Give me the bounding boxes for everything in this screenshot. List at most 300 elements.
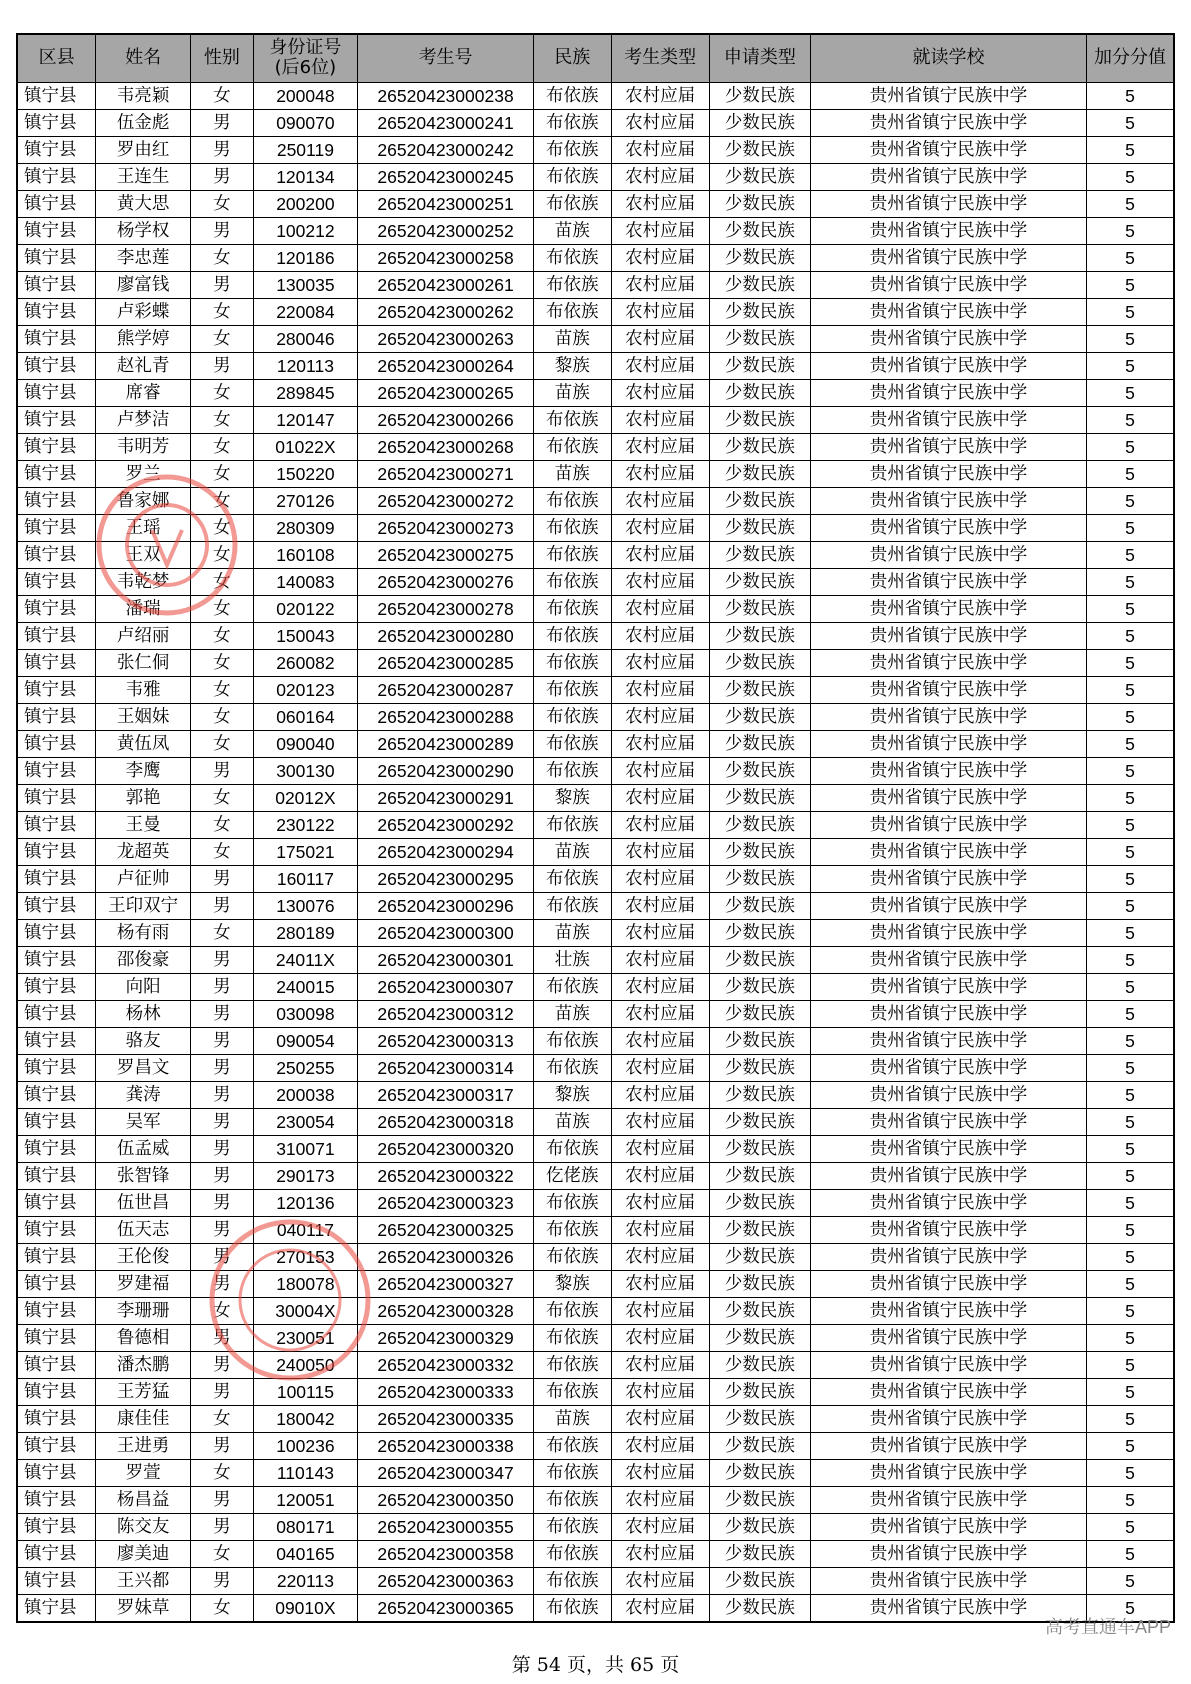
cell-bonus-points: 5 <box>1087 1405 1174 1432</box>
cell-district: 镇宁县 <box>17 676 96 703</box>
table-header-row <box>17 34 1174 82</box>
cell-candidate-type: 农村应届 <box>611 649 709 676</box>
cell-name: 吴军 <box>96 1108 191 1135</box>
cell-school: 贵州省镇宁民族中学 <box>811 298 1087 325</box>
cell-district: 镇宁县 <box>17 1054 96 1081</box>
cell-application-type: 少数民族 <box>709 1216 810 1243</box>
cell-exam-number: 26520423000261 <box>358 271 534 298</box>
col-header-name: 姓名 <box>96 34 191 82</box>
cell-gender: 女 <box>191 82 254 109</box>
cell-bonus-points: 5 <box>1087 676 1174 703</box>
cell-candidate-type: 农村应届 <box>611 1108 709 1135</box>
cell-candidate-type: 农村应届 <box>611 1540 709 1567</box>
cell-bonus-points: 5 <box>1087 784 1174 811</box>
cell-exam-number: 26520423000312 <box>358 1000 534 1027</box>
cell-id-suffix: 310071 <box>253 1135 358 1162</box>
cell-ethnicity: 布依族 <box>533 298 611 325</box>
cell-ethnicity: 苗族 <box>533 1405 611 1432</box>
cell-name: 龙超英 <box>96 838 191 865</box>
cell-school: 贵州省镇宁民族中学 <box>811 406 1087 433</box>
cell-ethnicity: 布依族 <box>533 973 611 1000</box>
cell-gender: 女 <box>191 784 254 811</box>
col-header-application-type: 申请类型 <box>709 34 810 82</box>
cell-gender: 男 <box>191 1351 254 1378</box>
cell-school: 贵州省镇宁民族中学 <box>811 892 1087 919</box>
cell-bonus-points: 5 <box>1087 1189 1174 1216</box>
cell-name: 王瑶 <box>96 514 191 541</box>
cell-bonus-points: 5 <box>1087 163 1174 190</box>
cell-ethnicity: 布依族 <box>533 109 611 136</box>
col-header-exam-number: 考生号 <box>358 34 534 82</box>
cell-bonus-points: 5 <box>1087 865 1174 892</box>
cell-candidate-type: 农村应届 <box>611 352 709 379</box>
cell-ethnicity: 布依族 <box>533 622 611 649</box>
cell-district: 镇宁县 <box>17 1135 96 1162</box>
cell-bonus-points: 5 <box>1087 82 1174 109</box>
cell-bonus-points: 5 <box>1087 1459 1174 1486</box>
cell-name: 鲁家娜 <box>96 487 191 514</box>
cell-application-type: 少数民族 <box>709 1000 810 1027</box>
cell-district: 镇宁县 <box>17 217 96 244</box>
cell-id-suffix: 130035 <box>253 271 358 298</box>
cell-school: 贵州省镇宁民族中学 <box>811 919 1087 946</box>
cell-exam-number: 26520423000264 <box>358 352 534 379</box>
cell-id-suffix: 289845 <box>253 379 358 406</box>
cell-ethnicity: 苗族 <box>533 217 611 244</box>
cell-bonus-points: 5 <box>1087 433 1174 460</box>
cell-name: 李鹰 <box>96 757 191 784</box>
cell-application-type: 少数民族 <box>709 946 810 973</box>
cell-district: 镇宁县 <box>17 1351 96 1378</box>
cell-candidate-type: 农村应届 <box>611 757 709 784</box>
cell-school: 贵州省镇宁民族中学 <box>811 568 1087 595</box>
cell-school: 贵州省镇宁民族中学 <box>811 1216 1087 1243</box>
cell-application-type: 少数民族 <box>709 1351 810 1378</box>
cell-bonus-points: 5 <box>1087 973 1174 1000</box>
col-header-gender: 性别 <box>191 34 254 82</box>
cell-bonus-points: 5 <box>1087 1270 1174 1297</box>
cell-application-type: 少数民族 <box>709 1459 810 1486</box>
cell-school: 贵州省镇宁民族中学 <box>811 1243 1087 1270</box>
cell-district: 镇宁县 <box>17 703 96 730</box>
cell-district: 镇宁县 <box>17 460 96 487</box>
cell-candidate-type: 农村应届 <box>611 1135 709 1162</box>
cell-gender: 女 <box>191 1405 254 1432</box>
cell-school: 贵州省镇宁民族中学 <box>811 1594 1087 1622</box>
cell-exam-number: 26520423000287 <box>358 676 534 703</box>
cell-candidate-type: 农村应届 <box>611 1054 709 1081</box>
cell-candidate-type: 农村应届 <box>611 1324 709 1351</box>
cell-name: 龚涛 <box>96 1081 191 1108</box>
cell-school: 贵州省镇宁民族中学 <box>811 1270 1087 1297</box>
table-row <box>17 703 1174 730</box>
cell-exam-number: 26520423000289 <box>358 730 534 757</box>
cell-candidate-type: 农村应届 <box>611 811 709 838</box>
cell-candidate-type: 农村应届 <box>611 1081 709 1108</box>
cell-name: 罗昌文 <box>96 1054 191 1081</box>
cell-candidate-type: 农村应届 <box>611 271 709 298</box>
cell-id-suffix: 110143 <box>253 1459 358 1486</box>
cell-name: 张仁侗 <box>96 649 191 676</box>
cell-school: 贵州省镇宁民族中学 <box>811 325 1087 352</box>
cell-ethnicity: 壮族 <box>533 946 611 973</box>
table-row <box>17 811 1174 838</box>
cell-district: 镇宁县 <box>17 514 96 541</box>
bonus-points-table <box>16 33 1175 1623</box>
cell-candidate-type: 农村应届 <box>611 919 709 946</box>
cell-ethnicity: 苗族 <box>533 325 611 352</box>
cell-candidate-type: 农村应届 <box>611 109 709 136</box>
table-row <box>17 406 1174 433</box>
cell-exam-number: 26520423000338 <box>358 1432 534 1459</box>
cell-name: 伍天志 <box>96 1216 191 1243</box>
cell-bonus-points: 5 <box>1087 244 1174 271</box>
cell-id-suffix: 01022X <box>253 433 358 460</box>
cell-application-type: 少数民族 <box>709 352 810 379</box>
table-row <box>17 1162 1174 1189</box>
cell-id-suffix: 220113 <box>253 1567 358 1594</box>
cell-exam-number: 26520423000335 <box>358 1405 534 1432</box>
cell-application-type: 少数民族 <box>709 703 810 730</box>
cell-id-suffix: 175021 <box>253 838 358 865</box>
cell-id-suffix: 100212 <box>253 217 358 244</box>
cell-candidate-type: 农村应届 <box>611 838 709 865</box>
cell-school: 贵州省镇宁民族中学 <box>811 1378 1087 1405</box>
cell-name: 席睿 <box>96 379 191 406</box>
cell-candidate-type: 农村应届 <box>611 190 709 217</box>
cell-gender: 男 <box>191 1216 254 1243</box>
cell-school: 贵州省镇宁民族中学 <box>811 730 1087 757</box>
cell-ethnicity: 黎族 <box>533 784 611 811</box>
cell-name: 罗萱 <box>96 1459 191 1486</box>
table-row <box>17 1108 1174 1135</box>
cell-district: 镇宁县 <box>17 1459 96 1486</box>
cell-name: 潘瑞 <box>96 595 191 622</box>
cell-district: 镇宁县 <box>17 1270 96 1297</box>
cell-id-suffix: 270126 <box>253 487 358 514</box>
cell-school: 贵州省镇宁民族中学 <box>811 352 1087 379</box>
cell-id-suffix: 24011X <box>253 946 358 973</box>
cell-id-suffix: 040165 <box>253 1540 358 1567</box>
table-row <box>17 514 1174 541</box>
table-row <box>17 1135 1174 1162</box>
cell-candidate-type: 农村应届 <box>611 244 709 271</box>
cell-school: 贵州省镇宁民族中学 <box>811 217 1087 244</box>
cell-application-type: 少数民族 <box>709 1513 810 1540</box>
cell-exam-number: 26520423000266 <box>358 406 534 433</box>
cell-id-suffix: 240015 <box>253 973 358 1000</box>
cell-candidate-type: 农村应届 <box>611 1513 709 1540</box>
cell-name: 伍世昌 <box>96 1189 191 1216</box>
cell-school: 贵州省镇宁民族中学 <box>811 109 1087 136</box>
cell-name: 杨昌益 <box>96 1486 191 1513</box>
cell-candidate-type: 农村应届 <box>611 865 709 892</box>
cell-id-suffix: 090054 <box>253 1027 358 1054</box>
cell-ethnicity: 黎族 <box>533 352 611 379</box>
table-row <box>17 298 1174 325</box>
cell-gender: 男 <box>191 1243 254 1270</box>
cell-district: 镇宁县 <box>17 838 96 865</box>
cell-candidate-type: 农村应届 <box>611 325 709 352</box>
cell-bonus-points: 5 <box>1087 460 1174 487</box>
cell-application-type: 少数民族 <box>709 973 810 1000</box>
cell-ethnicity: 布依族 <box>533 271 611 298</box>
cell-district: 镇宁县 <box>17 1108 96 1135</box>
table-row <box>17 946 1174 973</box>
cell-candidate-type: 农村应届 <box>611 1378 709 1405</box>
table-row <box>17 622 1174 649</box>
cell-application-type: 少数民族 <box>709 82 810 109</box>
col-header-id-line2: (后6位) <box>274 57 337 79</box>
cell-ethnicity: 布依族 <box>533 1567 611 1594</box>
cell-application-type: 少数民族 <box>709 784 810 811</box>
cell-ethnicity: 布依族 <box>533 1054 611 1081</box>
cell-ethnicity: 布依族 <box>533 568 611 595</box>
cell-district: 镇宁县 <box>17 1405 96 1432</box>
cell-district: 镇宁县 <box>17 784 96 811</box>
cell-id-suffix: 120186 <box>253 244 358 271</box>
cell-gender: 女 <box>191 838 254 865</box>
table-row <box>17 1540 1174 1567</box>
cell-ethnicity: 布依族 <box>533 136 611 163</box>
cell-district: 镇宁县 <box>17 811 96 838</box>
cell-gender: 女 <box>191 514 254 541</box>
cell-id-suffix: 30004X <box>253 1297 358 1324</box>
cell-id-suffix: 040117 <box>253 1216 358 1243</box>
cell-district: 镇宁县 <box>17 352 96 379</box>
col-header-bonus-points: 加分分值 <box>1087 34 1174 82</box>
cell-bonus-points: 5 <box>1087 487 1174 514</box>
cell-school: 贵州省镇宁民族中学 <box>811 190 1087 217</box>
cell-bonus-points: 5 <box>1087 379 1174 406</box>
cell-exam-number: 26520423000327 <box>358 1270 534 1297</box>
cell-exam-number: 26520423000268 <box>358 433 534 460</box>
table-row <box>17 1054 1174 1081</box>
cell-bonus-points: 5 <box>1087 325 1174 352</box>
cell-district: 镇宁县 <box>17 1189 96 1216</box>
cell-exam-number: 26520423000355 <box>358 1513 534 1540</box>
cell-school: 贵州省镇宁民族中学 <box>811 1297 1087 1324</box>
cell-candidate-type: 农村应届 <box>611 730 709 757</box>
cell-name: 罗妹草 <box>96 1594 191 1622</box>
cell-name: 潘杰鹏 <box>96 1351 191 1378</box>
cell-exam-number: 26520423000251 <box>358 190 534 217</box>
cell-gender: 男 <box>191 217 254 244</box>
cell-id-suffix: 200200 <box>253 190 358 217</box>
table-row <box>17 1216 1174 1243</box>
cell-id-suffix: 200038 <box>253 1081 358 1108</box>
cell-ethnicity: 布依族 <box>533 1027 611 1054</box>
cell-ethnicity: 布依族 <box>533 1432 611 1459</box>
cell-name: 王伦俊 <box>96 1243 191 1270</box>
cell-school: 贵州省镇宁民族中学 <box>811 595 1087 622</box>
table-body <box>17 82 1174 1622</box>
cell-exam-number: 26520423000263 <box>358 325 534 352</box>
cell-candidate-type: 农村应届 <box>611 1351 709 1378</box>
cell-application-type: 少数民族 <box>709 1297 810 1324</box>
cell-exam-number: 26520423000332 <box>358 1351 534 1378</box>
cell-name: 卢征帅 <box>96 865 191 892</box>
cell-exam-number: 26520423000295 <box>358 865 534 892</box>
cell-district: 镇宁县 <box>17 595 96 622</box>
cell-exam-number: 26520423000322 <box>358 1162 534 1189</box>
cell-candidate-type: 农村应届 <box>611 163 709 190</box>
cell-id-suffix: 030098 <box>253 1000 358 1027</box>
cell-application-type: 少数民族 <box>709 1486 810 1513</box>
cell-exam-number: 26520423000275 <box>358 541 534 568</box>
cell-application-type: 少数民族 <box>709 1324 810 1351</box>
cell-school: 贵州省镇宁民族中学 <box>811 1324 1087 1351</box>
cell-ethnicity: 布依族 <box>533 649 611 676</box>
cell-name: 王进勇 <box>96 1432 191 1459</box>
cell-candidate-type: 农村应届 <box>611 514 709 541</box>
cell-school: 贵州省镇宁民族中学 <box>811 271 1087 298</box>
cell-name: 罗兰 <box>96 460 191 487</box>
cell-application-type: 少数民族 <box>709 190 810 217</box>
cell-gender: 男 <box>191 1432 254 1459</box>
cell-name: 张智锋 <box>96 1162 191 1189</box>
cell-ethnicity: 布依族 <box>533 1324 611 1351</box>
cell-exam-number: 26520423000300 <box>358 919 534 946</box>
cell-name: 杨学权 <box>96 217 191 244</box>
cell-district: 镇宁县 <box>17 622 96 649</box>
cell-name: 杨有雨 <box>96 919 191 946</box>
cell-candidate-type: 农村应届 <box>611 217 709 244</box>
cell-exam-number: 26520423000326 <box>358 1243 534 1270</box>
cell-exam-number: 26520423000325 <box>358 1216 534 1243</box>
cell-ethnicity: 布依族 <box>533 1513 611 1540</box>
table-row <box>17 109 1174 136</box>
cell-school: 贵州省镇宁民族中学 <box>811 973 1087 1000</box>
cell-district: 镇宁县 <box>17 1513 96 1540</box>
cell-school: 贵州省镇宁民族中学 <box>811 1162 1087 1189</box>
cell-name: 赵礼青 <box>96 352 191 379</box>
cell-gender: 女 <box>191 595 254 622</box>
cell-district: 镇宁县 <box>17 1432 96 1459</box>
cell-candidate-type: 农村应届 <box>611 487 709 514</box>
cell-gender: 男 <box>191 1081 254 1108</box>
cell-bonus-points: 5 <box>1087 271 1174 298</box>
cell-school: 贵州省镇宁民族中学 <box>811 1135 1087 1162</box>
cell-bonus-points: 5 <box>1087 1567 1174 1594</box>
cell-district: 镇宁县 <box>17 919 96 946</box>
cell-application-type: 少数民族 <box>709 1108 810 1135</box>
cell-name: 伍孟威 <box>96 1135 191 1162</box>
cell-school: 贵州省镇宁民族中学 <box>811 1054 1087 1081</box>
cell-candidate-type: 农村应届 <box>611 541 709 568</box>
cell-candidate-type: 农村应届 <box>611 703 709 730</box>
cell-school: 贵州省镇宁民族中学 <box>811 649 1087 676</box>
cell-application-type: 少数民族 <box>709 1270 810 1297</box>
cell-ethnicity: 布依族 <box>533 514 611 541</box>
cell-gender: 男 <box>191 1324 254 1351</box>
cell-ethnicity: 布依族 <box>533 1594 611 1622</box>
table-row <box>17 1081 1174 1108</box>
cell-application-type: 少数民族 <box>709 568 810 595</box>
cell-id-suffix: 230054 <box>253 1108 358 1135</box>
cell-bonus-points: 5 <box>1087 1108 1174 1135</box>
cell-name: 王双 <box>96 541 191 568</box>
cell-gender: 男 <box>191 1378 254 1405</box>
cell-school: 贵州省镇宁民族中学 <box>811 460 1087 487</box>
cell-bonus-points: 5 <box>1087 1540 1174 1567</box>
cell-gender: 女 <box>191 1540 254 1567</box>
cell-application-type: 少数民族 <box>709 1378 810 1405</box>
table-row <box>17 1027 1174 1054</box>
table-row <box>17 487 1174 514</box>
cell-bonus-points: 5 <box>1087 649 1174 676</box>
cell-school: 贵州省镇宁民族中学 <box>811 1486 1087 1513</box>
cell-candidate-type: 农村应届 <box>611 1297 709 1324</box>
cell-school: 贵州省镇宁民族中学 <box>811 1189 1087 1216</box>
cell-exam-number: 26520423000276 <box>358 568 534 595</box>
cell-ethnicity: 苗族 <box>533 1108 611 1135</box>
cell-district: 镇宁县 <box>17 1000 96 1027</box>
cell-application-type: 少数民族 <box>709 1594 810 1622</box>
cell-bonus-points: 5 <box>1087 703 1174 730</box>
cell-ethnicity: 布依族 <box>533 595 611 622</box>
cell-district: 镇宁县 <box>17 1216 96 1243</box>
cell-candidate-type: 农村应届 <box>611 973 709 1000</box>
cell-district: 镇宁县 <box>17 1297 96 1324</box>
cell-candidate-type: 农村应届 <box>611 298 709 325</box>
cell-school: 贵州省镇宁民族中学 <box>811 136 1087 163</box>
cell-gender: 女 <box>191 433 254 460</box>
table-row <box>17 82 1174 109</box>
cell-application-type: 少数民族 <box>709 136 810 163</box>
cell-name: 李珊珊 <box>96 1297 191 1324</box>
table-row <box>17 1324 1174 1351</box>
cell-exam-number: 26520423000273 <box>358 514 534 541</box>
cell-id-suffix: 120136 <box>253 1189 358 1216</box>
cell-name: 陈交友 <box>96 1513 191 1540</box>
cell-exam-number: 26520423000320 <box>358 1135 534 1162</box>
cell-school: 贵州省镇宁民族中学 <box>811 487 1087 514</box>
cell-application-type: 少数民族 <box>709 811 810 838</box>
cell-name: 王兴都 <box>96 1567 191 1594</box>
cell-exam-number: 26520423000358 <box>358 1540 534 1567</box>
cell-gender: 女 <box>191 622 254 649</box>
cell-id-suffix: 120147 <box>253 406 358 433</box>
cell-district: 镇宁县 <box>17 82 96 109</box>
cell-bonus-points: 5 <box>1087 190 1174 217</box>
cell-exam-number: 26520423000262 <box>358 298 534 325</box>
cell-name: 王芳猛 <box>96 1378 191 1405</box>
cell-gender: 男 <box>191 271 254 298</box>
cell-application-type: 少数民族 <box>709 460 810 487</box>
cell-exam-number: 26520423000278 <box>358 595 534 622</box>
cell-gender: 男 <box>191 1054 254 1081</box>
cell-name: 郭艳 <box>96 784 191 811</box>
cell-id-suffix: 140083 <box>253 568 358 595</box>
cell-bonus-points: 5 <box>1087 892 1174 919</box>
cell-application-type: 少数民族 <box>709 217 810 244</box>
cell-candidate-type: 农村应届 <box>611 460 709 487</box>
cell-district: 镇宁县 <box>17 1243 96 1270</box>
cell-bonus-points: 5 <box>1087 1135 1174 1162</box>
cell-district: 镇宁县 <box>17 136 96 163</box>
cell-application-type: 少数民族 <box>709 514 810 541</box>
table-row <box>17 838 1174 865</box>
cell-application-type: 少数民族 <box>709 1027 810 1054</box>
cell-name: 韦雅 <box>96 676 191 703</box>
cell-gender: 男 <box>191 1000 254 1027</box>
cell-gender: 女 <box>191 487 254 514</box>
cell-district: 镇宁县 <box>17 271 96 298</box>
cell-id-suffix: 300130 <box>253 757 358 784</box>
cell-district: 镇宁县 <box>17 892 96 919</box>
cell-bonus-points: 5 <box>1087 541 1174 568</box>
